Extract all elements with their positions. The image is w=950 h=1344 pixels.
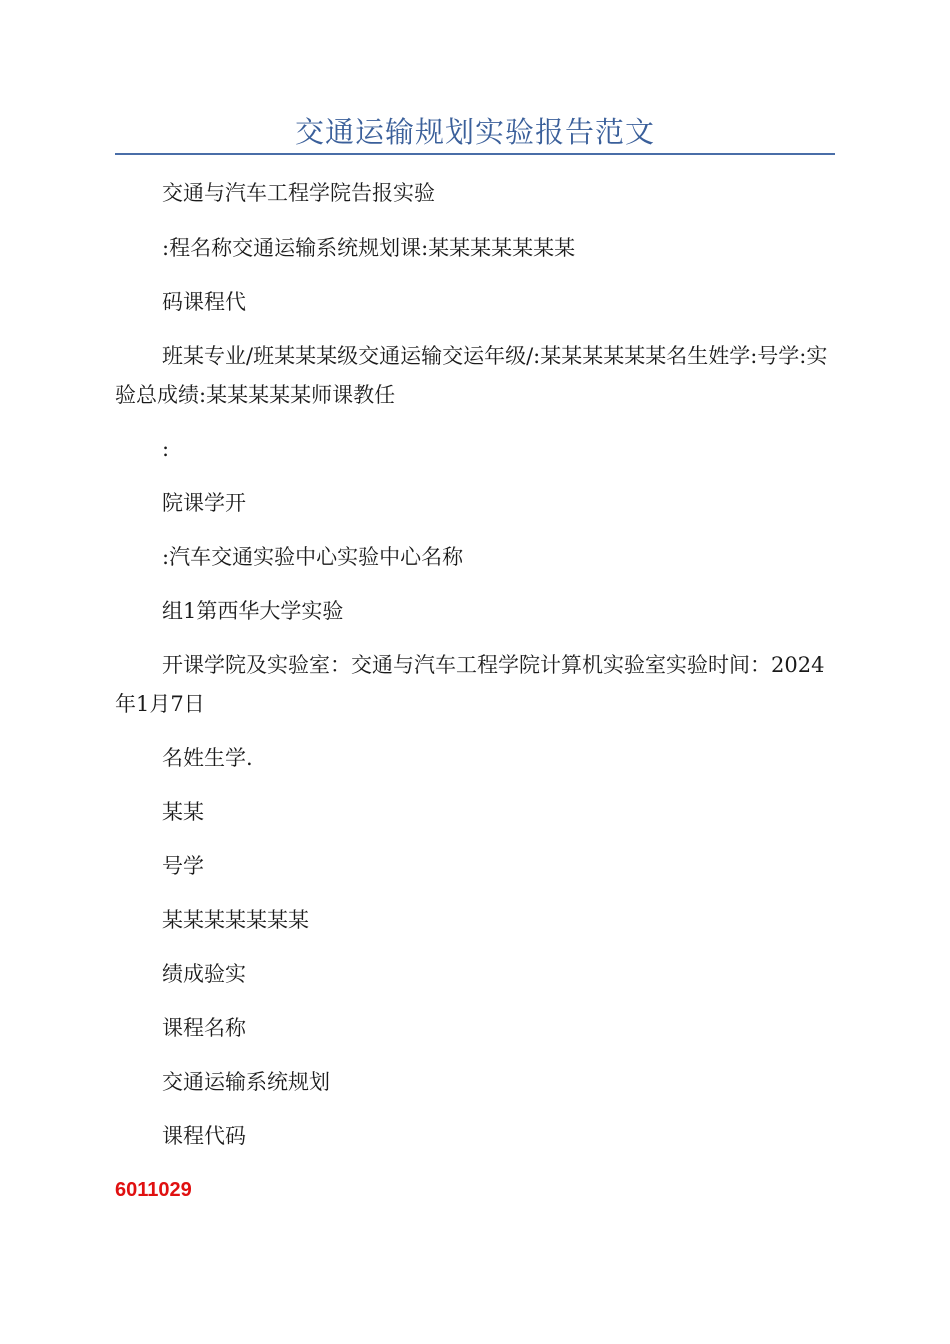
paragraph-12: 号学	[162, 854, 204, 878]
paragraph-13: 某某某某某某某	[162, 908, 309, 932]
title-underline	[115, 153, 835, 155]
paragraph-11: 某某	[162, 800, 204, 824]
paragraph-16: 交通运输系统规划	[162, 1070, 330, 1094]
paragraph-1: 交通与汽车工程学院告报实验	[162, 181, 435, 205]
paragraph-9: 开课学院及实验室：交通与汽车工程学院计算机实验室实验时间：2024年1月7日	[115, 653, 825, 716]
paragraph-7: :汽车交通实验中心实验中心名称	[162, 545, 464, 569]
document-title: 交通运输规划实验报告范文	[294, 115, 655, 149]
paragraph-17: 课程代码	[162, 1124, 246, 1148]
paragraph-6: 院课学开	[162, 491, 246, 515]
paragraph-15: 课程名称	[162, 1016, 246, 1040]
paragraph-14: 绩成验实	[162, 962, 246, 986]
paragraph-4: 班某专业/班某某某级交通运输交运年级/:某某某某某某名生姓学:号学:实验总成绩:某某某某某师课教任	[115, 344, 828, 407]
course-code-highlight: 6011029	[115, 1179, 192, 1201]
paragraph-8: 组1第西华大学实验	[162, 599, 344, 623]
paragraph-10: 名姓生学.	[162, 746, 253, 770]
paragraph-2: :程名称交通运输系统规划课:某某某某某某某	[162, 236, 576, 260]
paragraph-5: :	[162, 437, 170, 461]
paragraph-3: 码课程代	[162, 290, 246, 314]
